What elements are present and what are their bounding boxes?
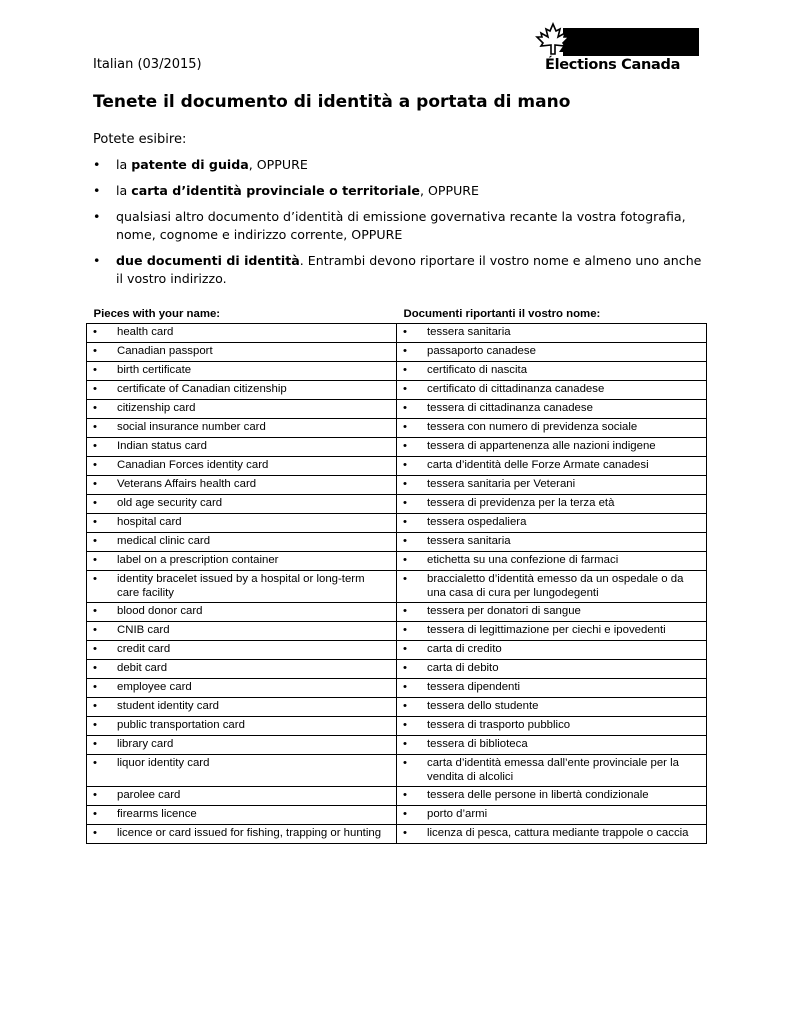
option-emphasis: carta d’identità provinciale o territoriale bbox=[131, 183, 420, 198]
option-emphasis: due documenti di identità bbox=[116, 253, 300, 268]
table-row bbox=[87, 552, 707, 571]
option-text: , OPPURE bbox=[419, 183, 480, 198]
cell-english bbox=[87, 571, 397, 603]
cell-english bbox=[87, 514, 397, 533]
cell-text: library card bbox=[117, 738, 174, 750]
bullet-icon: • bbox=[403, 440, 407, 452]
cell-text: tessera per donatori di sangue bbox=[427, 605, 581, 617]
logo-text: Élections Canada bbox=[545, 57, 681, 73]
table-row bbox=[87, 362, 707, 381]
maple-leaf-icon bbox=[533, 22, 573, 58]
table-row bbox=[87, 381, 707, 400]
bullet-icon: • bbox=[93, 535, 97, 547]
cell-english bbox=[87, 381, 397, 400]
cell-english bbox=[87, 603, 397, 622]
cell-english bbox=[87, 755, 397, 787]
cell-text: label on a prescription container bbox=[117, 554, 279, 566]
bullet-icon: • bbox=[403, 605, 407, 617]
cell-text: certificato di nascita bbox=[427, 364, 528, 376]
table-row bbox=[87, 476, 707, 495]
bullet-icon: • bbox=[93, 719, 97, 731]
bullet-icon: • bbox=[93, 662, 97, 674]
cell-english bbox=[87, 679, 397, 698]
cell-text: tessera di biblioteca bbox=[427, 738, 528, 750]
cell-text: liquor identity card bbox=[117, 757, 210, 769]
cell-text: certificato di cittadinanza canadese bbox=[427, 383, 605, 395]
bullet-icon: • bbox=[403, 662, 407, 674]
cell-text: firearms licence bbox=[117, 808, 197, 820]
bullet-icon: • bbox=[403, 535, 407, 547]
bullet-icon: • bbox=[93, 421, 97, 433]
cell-text: tessera di cittadinanza canadese bbox=[427, 402, 593, 414]
cell-english bbox=[87, 806, 397, 825]
cell-text: tessera di previdenza per la terza età bbox=[427, 497, 615, 509]
cell-text: birth certificate bbox=[117, 364, 192, 376]
option-text: . Entrambi devono riportare il vostro nome e almeno uno anche il vostro indirizzo. bbox=[116, 253, 702, 286]
cell-text: social insurance number card bbox=[117, 421, 266, 433]
bullet-icon: • bbox=[403, 827, 407, 839]
bullet-icon: • bbox=[93, 383, 97, 395]
option-item bbox=[93, 182, 703, 200]
bullet-icon: • bbox=[93, 326, 97, 338]
bullet-icon: • bbox=[403, 364, 407, 376]
language-label: Italian (03/2015) bbox=[93, 57, 202, 72]
cell-text: passaporto canadese bbox=[427, 345, 536, 357]
table-row bbox=[87, 622, 707, 641]
cell-italian bbox=[397, 419, 707, 438]
bullet-icon: • bbox=[403, 573, 407, 585]
bullet-icon: • bbox=[93, 402, 97, 414]
table-row bbox=[87, 457, 707, 476]
bullet-icon: • bbox=[93, 183, 101, 198]
option-text: , OPPURE bbox=[248, 157, 308, 172]
bullet-icon: • bbox=[403, 757, 407, 769]
cell-english bbox=[87, 419, 397, 438]
table-body bbox=[87, 324, 707, 844]
cell-italian bbox=[397, 622, 707, 641]
table-header-row bbox=[87, 305, 707, 324]
table-row bbox=[87, 787, 707, 806]
table-row bbox=[87, 825, 707, 844]
cell-text: tessera dello studente bbox=[427, 700, 539, 712]
cell-text: certificate of Canadian citizenship bbox=[117, 383, 287, 395]
id-options-list bbox=[93, 156, 703, 296]
bullet-icon: • bbox=[93, 253, 101, 268]
cell-italian bbox=[397, 679, 707, 698]
cell-italian bbox=[397, 495, 707, 514]
cell-italian bbox=[397, 787, 707, 806]
bullet-icon: • bbox=[403, 681, 407, 693]
cell-text: medical clinic card bbox=[117, 535, 211, 547]
cell-italian bbox=[397, 552, 707, 571]
cell-english bbox=[87, 400, 397, 419]
cell-text: health card bbox=[117, 326, 174, 338]
cell-text: tessera delle persone in libertà condizionale bbox=[427, 789, 649, 801]
bullet-icon: • bbox=[93, 364, 97, 376]
cell-text: debit card bbox=[117, 662, 168, 674]
option-text: la bbox=[116, 157, 132, 172]
table-row bbox=[87, 806, 707, 825]
documents-table bbox=[86, 305, 707, 844]
cell-text: tessera di appartenenza alle nazioni indigene bbox=[427, 440, 656, 452]
bullet-icon: • bbox=[93, 209, 101, 224]
cell-text: carta di debito bbox=[427, 662, 499, 674]
cell-italian bbox=[397, 514, 707, 533]
table-row bbox=[87, 514, 707, 533]
cell-italian bbox=[397, 806, 707, 825]
cell-text: employee card bbox=[117, 681, 192, 693]
cell-english bbox=[87, 324, 397, 343]
cell-english bbox=[87, 698, 397, 717]
table-row bbox=[87, 533, 707, 552]
cell-english bbox=[87, 622, 397, 641]
cell-text: blood donor card bbox=[117, 605, 203, 617]
cell-english bbox=[87, 717, 397, 736]
bullet-icon: • bbox=[403, 478, 407, 490]
table-row bbox=[87, 755, 707, 787]
bullet-icon: • bbox=[403, 719, 407, 731]
cell-text: tessera con numero di previdenza sociale bbox=[427, 421, 638, 433]
cell-text: Canadian passport bbox=[117, 345, 213, 357]
cell-english bbox=[87, 495, 397, 514]
cell-text: Indian status card bbox=[117, 440, 207, 452]
table-row bbox=[87, 603, 707, 622]
table-row bbox=[87, 419, 707, 438]
cell-english bbox=[87, 787, 397, 806]
bullet-icon: • bbox=[93, 643, 97, 655]
table-row bbox=[87, 343, 707, 362]
elections-canada-logo bbox=[533, 22, 703, 74]
cell-italian bbox=[397, 343, 707, 362]
option-item bbox=[93, 208, 703, 244]
bullet-icon: • bbox=[93, 827, 97, 839]
cell-english bbox=[87, 552, 397, 571]
cell-text: credit card bbox=[117, 643, 171, 655]
bullet-icon: • bbox=[403, 326, 407, 338]
bullet-icon: • bbox=[93, 624, 97, 636]
bullet-icon: • bbox=[93, 497, 97, 509]
bullet-icon: • bbox=[93, 700, 97, 712]
cell-italian bbox=[397, 717, 707, 736]
bullet-icon: • bbox=[403, 700, 407, 712]
bullet-icon: • bbox=[403, 554, 407, 566]
cell-text: public transportation card bbox=[117, 719, 245, 731]
table-row bbox=[87, 698, 707, 717]
cell-italian bbox=[397, 736, 707, 755]
bullet-icon: • bbox=[403, 808, 407, 820]
cell-italian bbox=[397, 641, 707, 660]
cell-text: tessera sanitaria bbox=[427, 326, 511, 338]
cell-italian bbox=[397, 324, 707, 343]
bullet-icon: • bbox=[403, 643, 407, 655]
table-row bbox=[87, 679, 707, 698]
cell-english bbox=[87, 660, 397, 679]
bullet-icon: • bbox=[93, 808, 97, 820]
intro-text: Potete esibire: bbox=[93, 132, 187, 147]
cell-italian bbox=[397, 571, 707, 603]
cell-italian bbox=[397, 755, 707, 787]
cell-english bbox=[87, 343, 397, 362]
cell-text: parolee card bbox=[117, 789, 181, 801]
bullet-icon: • bbox=[93, 681, 97, 693]
cell-english bbox=[87, 438, 397, 457]
bullet-icon: • bbox=[403, 345, 407, 357]
cell-text: identity bracelet issued by a hospital or long-term care facility bbox=[117, 573, 365, 599]
bullet-icon: • bbox=[93, 459, 97, 471]
cell-text: carta di credito bbox=[427, 643, 502, 655]
cell-text: licenza di pesca, cattura mediante trappole o caccia bbox=[427, 827, 689, 839]
bullet-icon: • bbox=[403, 738, 407, 750]
cell-text: tessera di trasporto pubblico bbox=[427, 719, 571, 731]
bullet-icon: • bbox=[93, 738, 97, 750]
header-italian: Documenti riportanti il vostro nome: bbox=[397, 305, 707, 324]
option-item bbox=[93, 252, 703, 288]
bullet-icon: • bbox=[93, 478, 97, 490]
cell-italian bbox=[397, 476, 707, 495]
cell-text: tessera sanitaria bbox=[427, 535, 511, 547]
cell-english bbox=[87, 825, 397, 844]
table-row bbox=[87, 324, 707, 343]
bullet-icon: • bbox=[403, 421, 407, 433]
cell-text: citizenship card bbox=[117, 402, 196, 414]
table-row bbox=[87, 717, 707, 736]
cell-english bbox=[87, 457, 397, 476]
cell-text: hospital card bbox=[117, 516, 182, 528]
option-text: qualsiasi altro documento d’identità di emissione governativa recante la vostra fotografia, nome, cognome e indirizzo corrente, OPPURE bbox=[116, 209, 686, 242]
cell-text: porto d’armi bbox=[427, 808, 488, 820]
cell-english bbox=[87, 533, 397, 552]
table-row bbox=[87, 736, 707, 755]
cell-italian bbox=[397, 603, 707, 622]
cell-text: student identity card bbox=[117, 700, 219, 712]
table-row bbox=[87, 495, 707, 514]
cell-text: licence or card issued for fishing, trapping or hunting bbox=[117, 827, 382, 839]
bullet-icon: • bbox=[93, 757, 97, 769]
bullet-icon: • bbox=[93, 345, 97, 357]
bullet-icon: • bbox=[93, 554, 97, 566]
table-row bbox=[87, 438, 707, 457]
bullet-icon: • bbox=[93, 605, 97, 617]
cell-text: old age security card bbox=[117, 497, 223, 509]
header-english: Pieces with your name: bbox=[87, 305, 397, 324]
bullet-icon: • bbox=[93, 440, 97, 452]
cell-english bbox=[87, 736, 397, 755]
bullet-icon: • bbox=[403, 497, 407, 509]
table-row bbox=[87, 571, 707, 603]
table-row bbox=[87, 660, 707, 679]
cell-text: etichetta su una confezione di farmaci bbox=[427, 554, 619, 566]
cell-italian bbox=[397, 362, 707, 381]
cell-text: tessera ospedaliera bbox=[427, 516, 527, 528]
bullet-icon: • bbox=[93, 573, 97, 585]
bullet-icon: • bbox=[403, 516, 407, 528]
bullet-icon: • bbox=[403, 402, 407, 414]
cell-text: CNIB card bbox=[117, 624, 170, 636]
table-row bbox=[87, 400, 707, 419]
bullet-icon: • bbox=[403, 624, 407, 636]
cell-english bbox=[87, 476, 397, 495]
cell-text: tessera sanitaria per Veterani bbox=[427, 478, 576, 490]
cell-text: carta d’identità delle Forze Armate canadesi bbox=[427, 459, 649, 471]
logo-bar bbox=[563, 28, 699, 56]
page-title: Tenete il documento di identità a portata di mano bbox=[93, 92, 571, 112]
cell-text: braccialetto d’identità emesso da un ospedale o da una casa di cura per lungodegenti bbox=[427, 573, 684, 599]
bullet-icon: • bbox=[403, 383, 407, 395]
option-text: la bbox=[116, 183, 132, 198]
cell-italian bbox=[397, 660, 707, 679]
cell-text: tessera dipendenti bbox=[427, 681, 521, 693]
cell-italian bbox=[397, 825, 707, 844]
cell-text: Canadian Forces identity card bbox=[117, 459, 269, 471]
cell-text: carta d’identità emessa dall’ente provinciale per la vendita di alcolici bbox=[427, 757, 680, 783]
bullet-icon: • bbox=[93, 157, 101, 172]
cell-text: tessera di legittimazione per ciechi e ipovedenti bbox=[427, 624, 666, 636]
cell-italian bbox=[397, 533, 707, 552]
bullet-icon: • bbox=[93, 516, 97, 528]
option-emphasis: patente di guida bbox=[131, 157, 249, 172]
cell-english bbox=[87, 362, 397, 381]
bullet-icon: • bbox=[403, 459, 407, 471]
cell-english bbox=[87, 641, 397, 660]
option-item bbox=[93, 156, 703, 174]
cell-italian bbox=[397, 438, 707, 457]
bullet-icon: • bbox=[93, 789, 97, 801]
cell-italian bbox=[397, 457, 707, 476]
cell-italian bbox=[397, 381, 707, 400]
cell-italian bbox=[397, 400, 707, 419]
table-row bbox=[87, 641, 707, 660]
cell-italian bbox=[397, 698, 707, 717]
bullet-icon: • bbox=[403, 789, 407, 801]
cell-text: Veterans Affairs health card bbox=[117, 478, 257, 490]
